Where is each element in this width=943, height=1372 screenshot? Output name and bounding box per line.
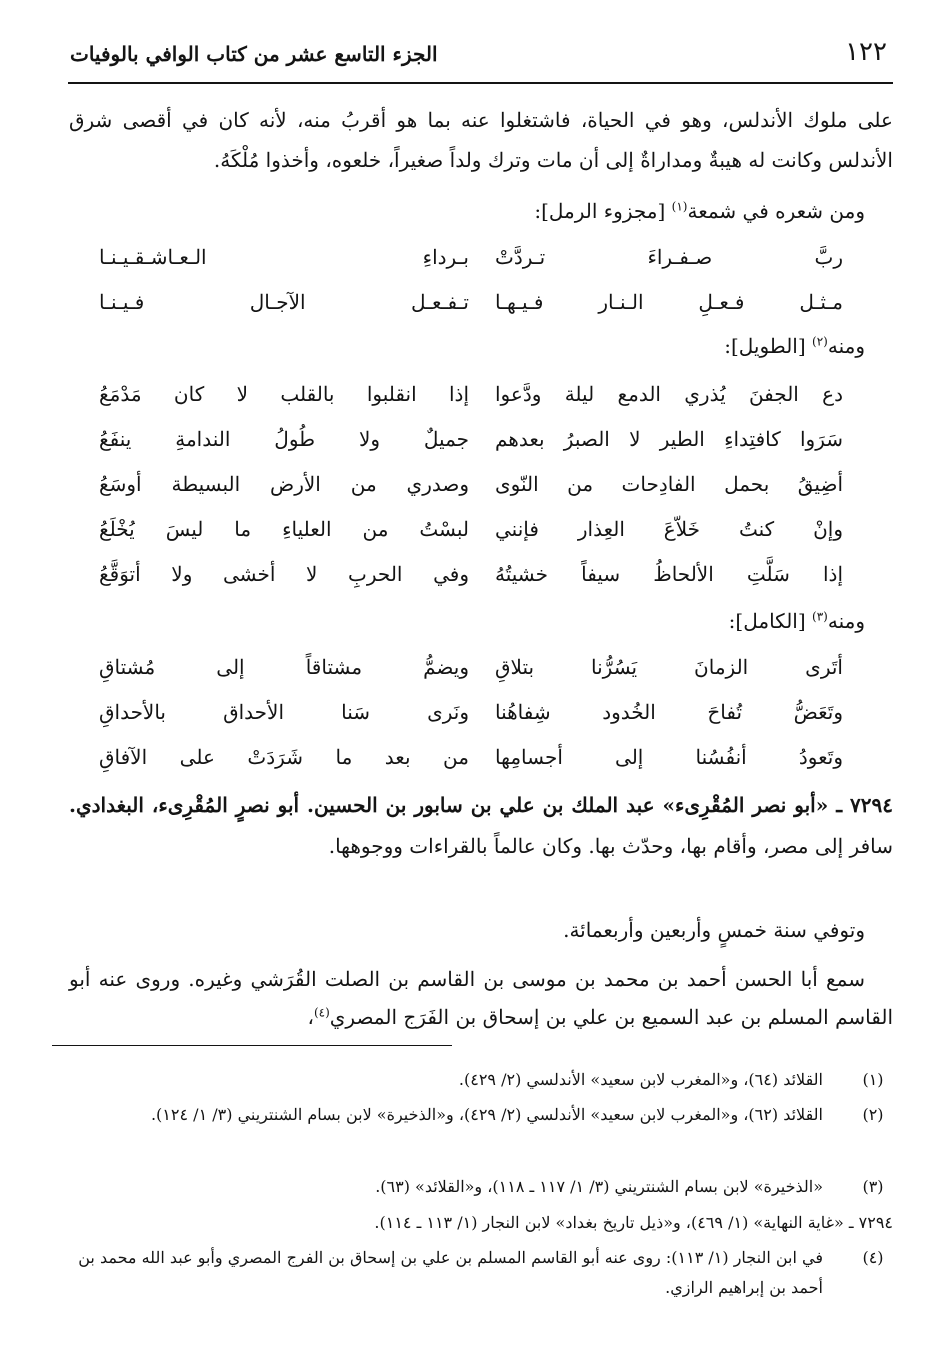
header-rule [68, 82, 893, 84]
verse-hemistich-first: دع الجفنَ يُذري الدمع ليلة ودَّعوا [495, 382, 843, 406]
verse-line [69, 417, 893, 462]
verse-line [69, 372, 893, 417]
verse-hemistich-second: لبسْتُ من العلياءِ ما ليسَ يُخْلَعُ [99, 517, 469, 541]
entry-7294 [69, 785, 893, 867]
verse-hemistich-first: وإنْ كنتُ خَلاّعَ العِذار فإنني [495, 517, 843, 541]
footnote-ref-2: (٢) [812, 334, 828, 349]
poem2-meter: [الطويل]: [724, 334, 806, 358]
verse-hemistich-second: وصدري من الأرض البسيطة أوسَعُ [99, 472, 469, 496]
footnote [69, 1065, 893, 1095]
verse-hemistich-second: تـفـعـل الآجـال فـيـنـا [99, 290, 469, 314]
verse-hemistich-second: بـرداءِ الـعـاشـقـيـنـا [99, 245, 469, 269]
footnote [69, 1100, 893, 1130]
footnote-text: في ابن النجار (١/ ١١٣): روى عنه أبو القاسم المسلم بن علي بن إسحاق بن الفرج المصري وأبو عبد الله محمد بن أحمد بن إبراهيم الرازي. [78, 1248, 823, 1297]
verse-hemistich-first: ربَّ صـفـراءَ تـردَّتْ [495, 245, 843, 269]
footnote-number: (٤) [862, 1248, 884, 1267]
verse-hemistich-second: ونَرى سَنا الأحداق بالأحداقِ [99, 700, 469, 724]
verse-hemistich-first: وتَعودُ أنفُسُنا إلى أجسامِها [495, 745, 843, 769]
footnote-text: القلائد (٦٤)، و«المغرب لابن سعيد» الأندلسي (٢/ ٤٢٩). [458, 1070, 823, 1089]
poem2-intro [69, 325, 893, 367]
footnote-ref-1: (١) [671, 199, 688, 214]
poem3-intro [69, 600, 893, 642]
paragraph-intro: على ملوك الأندلس، وهو في الحياة، فاشتغلوا عنه بما هو أقربُ منه، لأنه كان في أقصى شرق الأندلس وكانت له هيبةٌ ومداراةٌ إلى أن مات وترك ولداً صغيراً، خلعوه، وأخذوا مُلْكَهُ. [69, 108, 893, 172]
verse-line [69, 690, 893, 735]
verse-line [69, 735, 893, 780]
verse-hemistich-second: إذا انقلبوا بالقلب لا كان مَدْمَعُ [99, 382, 469, 406]
entry-body: سافر إلى مصر، وأقام بها، وحدّث بها. وكان عالماً بالقراءات ووجوهها. [328, 834, 893, 858]
running-header: الجزء التاسع عشر من كتاب الوافي بالوفيات [70, 42, 438, 66]
entry-teachers-end: ، [307, 1005, 314, 1029]
footnote-number: (١) [862, 1070, 884, 1089]
verse-hemistich-first: مـثـل فـعـلِ الـنـار فـيـهـا [495, 290, 843, 314]
footnote-text: القلائد (٦٢)، و«المغرب لابن سعيد» الأندلسي (٢/ ٤٢٩)، و«الذخيرة» لابن بسام الشنتريني (٣/ ١/ ١٢٤). [150, 1105, 823, 1124]
verse-line [69, 552, 893, 597]
poem2-intro-text: ومنه [827, 334, 865, 358]
verse-line [69, 280, 893, 325]
verse-hemistich-first: إذا سَلَّتِ الألحاظُ سيفاً خشيتُهُ [495, 562, 843, 586]
footnote-ref-4: (٤) [313, 1005, 330, 1020]
poem1-intro-text: ومن شعره في شمعة [687, 199, 865, 223]
verse-line [69, 645, 893, 690]
poem3-meter: [الكامل]: [728, 609, 806, 633]
poem3-intro-text: ومنه [827, 609, 865, 633]
entry-death: وتوفي سنة خمسٍ وأربعين وأربعمائة. [563, 918, 865, 942]
poem1-intro [69, 190, 893, 232]
verse-hemistich-second: ويضمُّ مشتاقاً إلى مُشتاقِ [99, 655, 469, 679]
verse-line [69, 235, 893, 280]
footnote-text: «الذخيرة» لابن بسام الشنتريني (٣/ ١/ ١١٧ ـ ١١٨)، و«القلائد» (٦٣). [375, 1177, 823, 1196]
verse-hemistich-first: أتَرى الزمانَ يَسُرُّنا بتلاقِ [495, 655, 843, 679]
footnote-number: (٢) [862, 1105, 884, 1124]
page-number: ١٢٢ [845, 37, 887, 67]
verse-line [69, 462, 893, 507]
entry-heading: ٧٢٩٤ ـ «أبو نصر المُقْرِىء» عبد الملك بن علي بن سابور بن الحسين. أبو نصرٍ المُقْرِىء، البغدادي. [69, 793, 893, 817]
verse-hemistich-second: من بعد ما شَرَدَتْ على الآفاقِ [99, 745, 469, 769]
verse-hemistich-second: جميلٌ ولا طُولُ الندامةِ ينفَعُ [99, 427, 469, 451]
poem1-meter: [مجزوء الرمل]: [534, 199, 666, 223]
footnote [69, 1172, 893, 1202]
footnote-rule [52, 1045, 452, 1046]
verse-line [69, 507, 893, 552]
entry-sources-note: ٧٢٩٤ ـ «غاية النهاية» (١/ ٤٦٩)، و«ذيل تاريخ بغداد» لابن النجار (١/ ١١٣ ـ ١١٤). [374, 1213, 893, 1232]
verse-hemistich-first: أضِيقُ بحمل الفادِحات من النّوى [495, 472, 843, 496]
entry-teachers-text: سمع أبا الحسن أحمد بن محمد بن موسى بن القاسم بن الصلت القُرَشي وغيره. وروى عنه أبو القاسم المسلم بن عبد السميع بن علي بن إسحاق بن الفَرَج المصري [69, 967, 893, 1029]
footnote-ref-3: (٣) [812, 609, 828, 624]
footnote [69, 1243, 893, 1303]
entry-teachers [69, 960, 893, 1036]
verse-hemistich-second: وفي الحربِ لا أخشى ولا أتوَقَّعُ [99, 562, 469, 586]
verse-hemistich-first: وتَعَضُّ تُفاحَ الخُدود شِفاهُنا [495, 700, 843, 724]
verse-hemistich-first: سَرَوا كافتِداءِ الطير لا الصبرُ بعدهم [495, 427, 843, 451]
footnote-number: (٣) [862, 1177, 884, 1196]
